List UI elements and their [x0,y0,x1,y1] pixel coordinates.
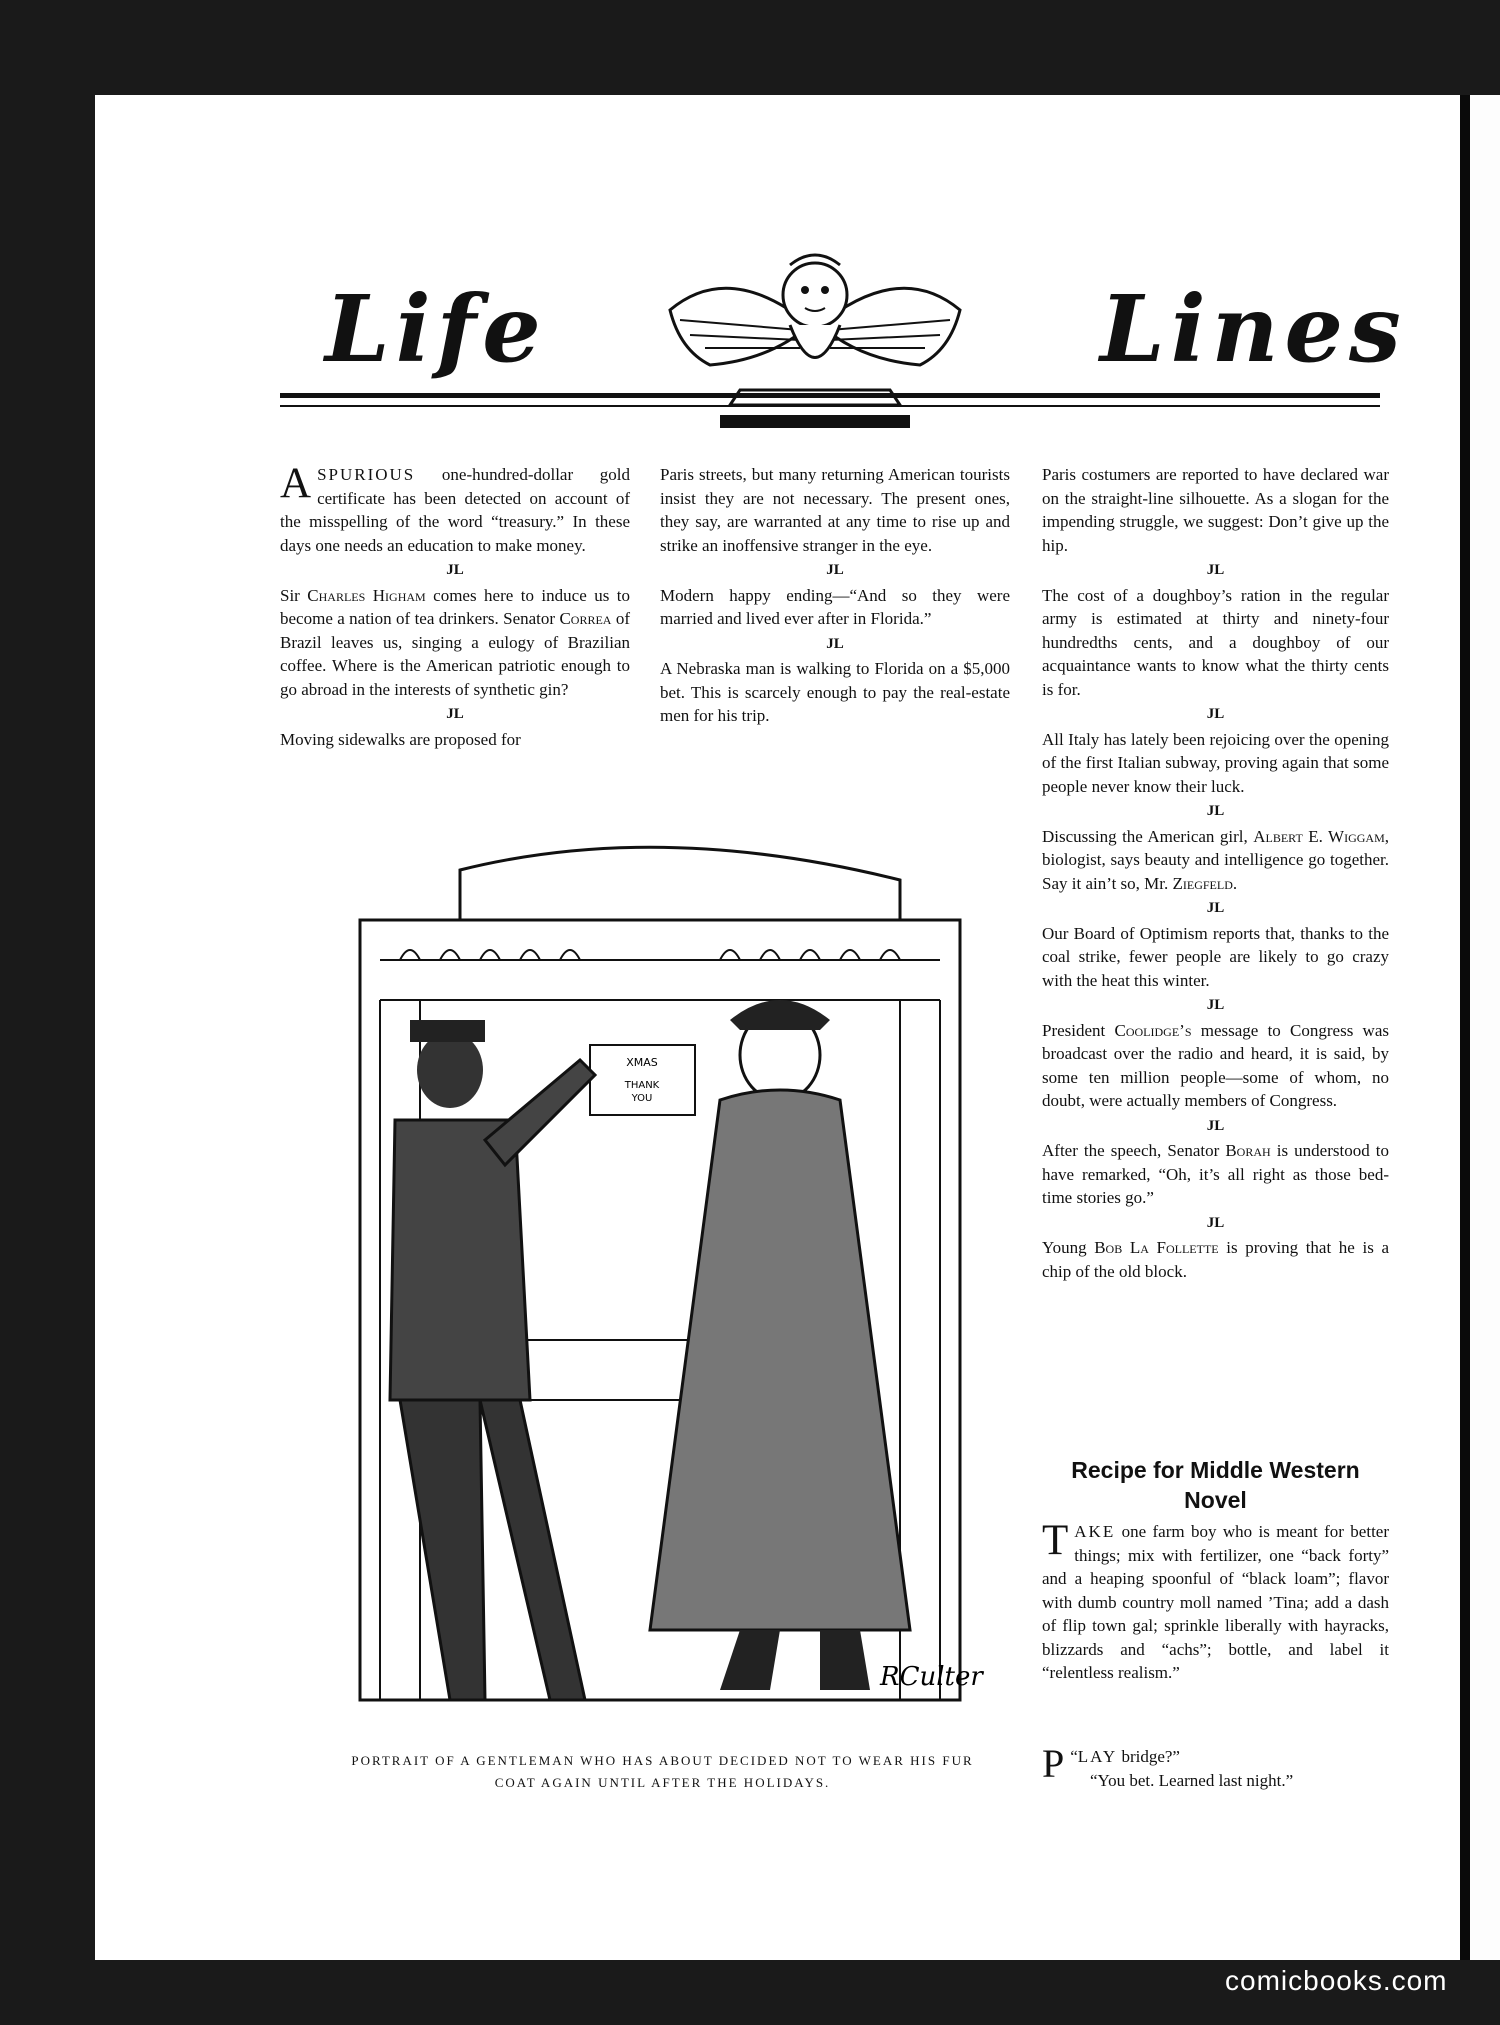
card-text: THANK [624,1080,660,1091]
paragraph: Moving sidewalks are proposed for [280,729,521,749]
paragraph: ASPURIOUS one-hundred-dollar gold certificate has been detected on account of the misspelling of the word “treasury.” In these days one needs an education to make money. [280,460,630,555]
drop-cap: T [1042,1517,1069,1564]
paragraph: Paris streets, but many returning American tourists insist they are not necessary. The present ones, they say, are warranted at any time to rise up and strike an inoffensive stranger in the eye. [660,465,1010,555]
title-left: Life [325,275,547,383]
paragraph: Paris costumers are reported to have declared war on the straight-line silhouette. As a slogan for the impending struggle, we suggest: Don’t give up the hip. [1042,465,1389,555]
separator-icon: JL [446,706,464,722]
column-2 [660,463,1010,728]
facing-page-edge [1470,95,1500,1960]
separator-icon: JL [1206,997,1225,1013]
site-watermark: comicbooks.com [1225,1965,1448,1996]
drop-cap: P [1042,1741,1065,1786]
artist-signature: RCulter [880,1662,983,1692]
separator-icon: JL [446,562,464,578]
paragraph: Young Bob La Follette is proving that he is a chip of the old block. [1042,1238,1389,1281]
separator-icon: JL [1206,706,1225,722]
paragraph: Modern happy ending—“And so they were married and lived ever after in Florida.” [660,585,1010,628]
separator-icon: JL [1206,1214,1225,1231]
separator-icon: JL [1206,1117,1225,1134]
header-rule [280,393,1380,398]
paragraph: The cost of a doughboy’s ration in the regular army is estimated at thirty and ninety-four hundredths cents, and a doughboy of our acquaintance wants to know what the thirty cents is for. [1042,585,1389,699]
separator-icon: JL [826,635,844,652]
paragraph: Our Board of Optimism reports that, thanks to the coal strike, fewer people are likely to go crazy with the heat this winter. [1042,923,1389,990]
drop-cap: A [280,460,312,507]
masthead [180,145,1407,445]
title-right: Lines [1100,275,1407,383]
paragraph: Discussing the American girl, Albert E. Wiggam, biologist, says beauty and intelligence go together. Say it ain’t so, Mr. Ziegfeld. [1042,826,1390,893]
paragraph: After the speech, Senator Borah is understood to have remarked, “Oh, it’s all right as those bed-time stories go.” [1042,1141,1389,1207]
paragraph: A Nebraska man is walking to Florida on a $5,000 bet. This is scarcely enough to pay the real-estate men for his trip. [660,659,1010,725]
separator-icon: JL [826,562,844,578]
header-rule-thin [280,405,1380,407]
card-text: YOU [631,1093,653,1104]
separator-icon: JL [1206,803,1225,819]
cherub-emblem-icon [650,240,980,440]
recipe-text: TAKE one farm boy who is meant for better things; mix with fertilizer, one “back forty” and a heaping spoonful of “black loam”; flavor with dumb country moll named ’Tina; add a dash of flip town gal; sprinkle liberally with hayracks, blizzards and “achs”; bottle, and label it “relentless realism.” [1042,1517,1389,1682]
paragraph: All Italy has lately been rejoicing over the opening of the first Italian subway, proving again that some people never know their luck. [1042,729,1389,796]
illustration-caption: PORTRAIT OF A GENTLEMAN WHO HAS ABOUT DECIDED NOT TO WEAR HIS FUR COAT AGAIN UNTIL AFTER THE HOLIDAYS. [351,1753,974,1790]
paragraph: Sir Charles Higham comes here to induce us to become a nation of tea drinkers. Senator Correa of Brazil leaves us, singing a eulogy of Brazilian coffee. Where is the American patriotic enough to go abroad in the interests of synthetic gin? [280,585,630,699]
paragraph: President Coolidge’s message to Congress was broadcast over the radio and heard, it is said, by some ten million people—some of whom, no doubt, were actually members of Congress. [1042,1020,1389,1110]
column-3 [1042,463,1389,1283]
recipe-heading: Recipe for Middle Western Novel [1071,1457,1360,1513]
cartoon-illustration [300,840,1020,1735]
column-1 [280,460,630,751]
card-text: XMAS [626,1056,658,1069]
joke-play-bridge: “ P LAY bridge?” “You bet. Learned last night.” [1042,1741,1294,1790]
separator-icon: JL [1206,900,1225,916]
separator-icon: JL [1206,562,1225,578]
